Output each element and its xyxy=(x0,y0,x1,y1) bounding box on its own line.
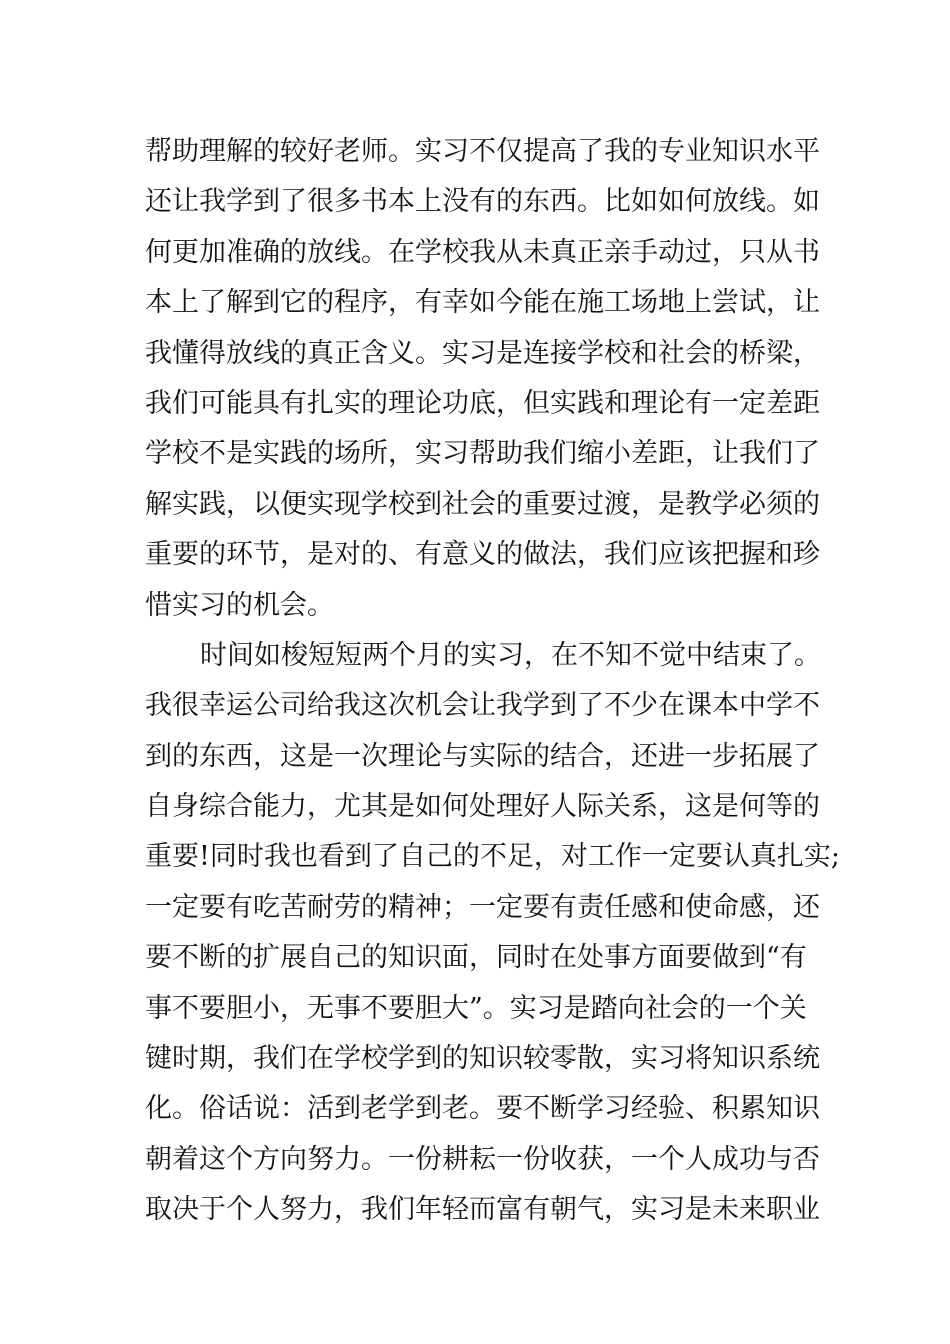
text-line: 事不要胆小，无事不要胆大”。实习是踏向社会的一个关 xyxy=(145,992,807,1024)
text-line: 一定要有吃苦耐劳的精神；一定要有责任感和使命感，还 xyxy=(145,891,820,923)
text-line: 朝着这个方向努力。一份耕耘一份收获，一个人成功与否 xyxy=(145,1143,820,1175)
text-line: 我们可能具有扎实的理论功底，但实践和理论有一定差距 xyxy=(145,387,820,419)
text-line: 何更加准确的放线。在学校我从未真正亲手动过，只从书 xyxy=(145,236,820,268)
text-line: 我懂得放线的真正含义。实习是连接学校和社会的桥梁， xyxy=(145,337,820,369)
text-line: 化。俗话说：活到老学到老。要不断学习经验、积累知识 xyxy=(145,1093,820,1125)
text-line: 重要!同时我也看到了自己的不足，对工作一定要认真扎实; xyxy=(145,841,840,873)
body-text xyxy=(145,127,840,1236)
text-line: 还让我学到了很多书本上没有的东西。比如如何放线。如 xyxy=(145,186,820,218)
text-line: 学校不是实践的场所，实习帮助我们缩小差距，让我们了 xyxy=(145,438,820,470)
text-line: 取决于个人努力，我们年轻而富有朝气，实习是未来职业 xyxy=(145,1194,820,1226)
text-line: 要不断的扩展自己的知识面，同时在处事方面要做到“有 xyxy=(145,942,807,974)
text-line: 键时期，我们在学校学到的知识较零散，实习将知识系统 xyxy=(145,1043,820,1075)
text-line: 我很幸运公司给我这次机会让我学到了不少在课本中学不 xyxy=(145,690,820,722)
text-line: 到的东西，这是一次理论与实际的结合，还进一步拓展了 xyxy=(145,740,820,772)
text-line: 帮助理解的较好老师。实习不仅提高了我的专业知识水平 xyxy=(145,136,820,167)
text-line: 惜实习的机会。 xyxy=(145,589,334,621)
text-line: 重要的环节，是对的、有意义的做法，我们应该把握和珍 xyxy=(145,539,820,571)
paragraph-first-line: 时间如梭短短两个月的实习，在不知不觉中结束了。 xyxy=(200,639,821,671)
text-line: 解实践，以便实现学校到社会的重要过渡，是教学必须的 xyxy=(145,488,820,520)
text-line: 自身综合能力，尤其是如何处理好人际关系，这是何等的 xyxy=(145,791,820,823)
text-line: 本上了解到它的程序，有幸如今能在施工场地上尝试，让 xyxy=(145,287,820,319)
